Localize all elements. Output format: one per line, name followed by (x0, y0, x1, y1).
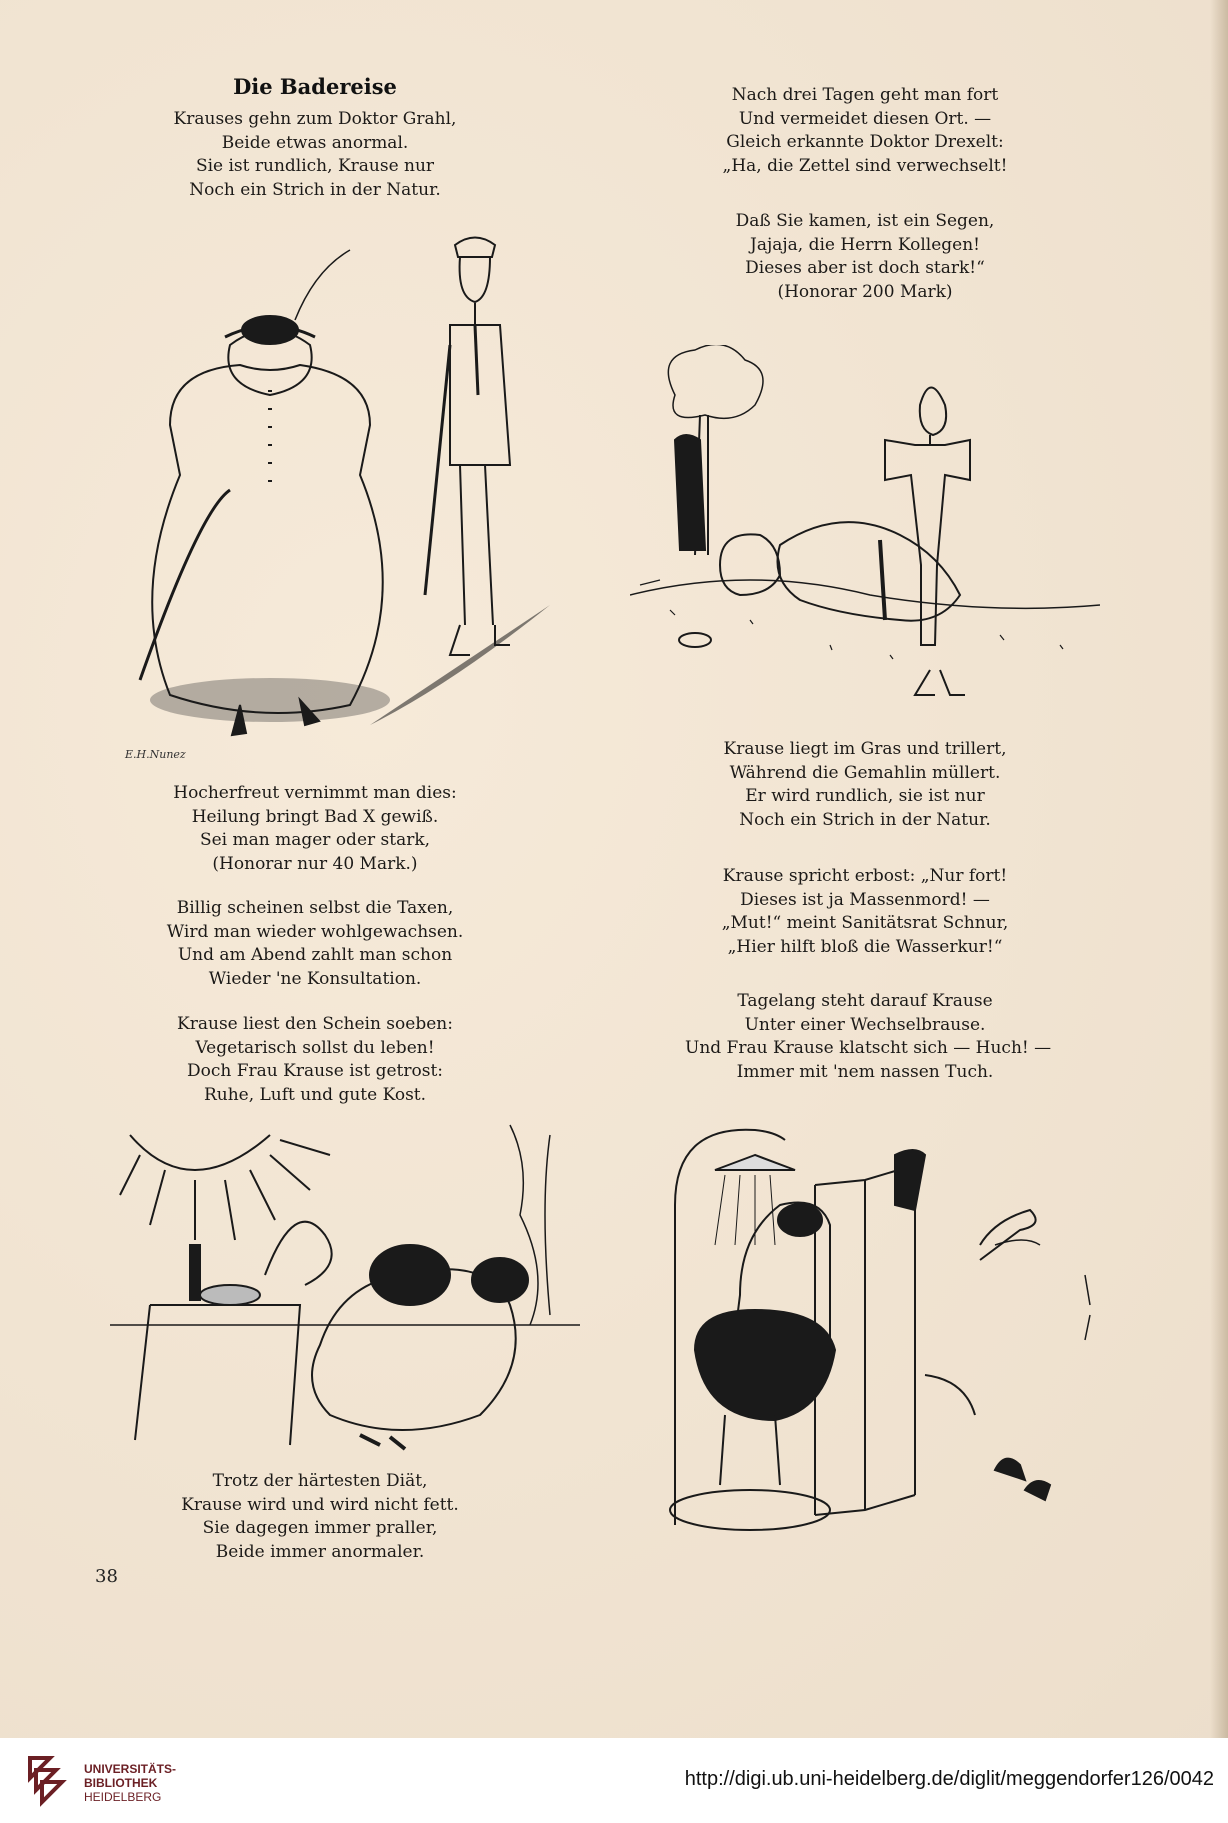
verse-line: Daß Sie kamen, ist ein Segen, (735, 211, 995, 231)
verse-line: Billig scheinen selbst die Taxen, (176, 898, 454, 918)
stanza-10 (685, 990, 1052, 1084)
verse-line: Und vermeidet diesen Ort. — (738, 108, 992, 129)
page-spine-shadow (1210, 0, 1228, 1738)
footer-bar (0, 1738, 1228, 1823)
verse-line: (Honorar nur 40 Mark.) (212, 853, 418, 874)
library-name-line: BIBLIOTHEK (84, 1776, 158, 1790)
illustration-grass (630, 345, 1100, 715)
verse-line: Ruhe, Luft und gute Kost. (203, 1084, 427, 1105)
verse-line: Nach drei Tagen geht man fort (731, 85, 999, 105)
stanza-5 (175, 1470, 465, 1564)
verse-line: Dieses ist ja Massenmord! — (740, 889, 990, 910)
library-name-line: HEIDELBERG (84, 1790, 162, 1804)
stanza-1 (170, 108, 460, 202)
verse-line: Beide immer anormaler. (215, 1541, 425, 1562)
verse-line: Er wird rundlich, sie ist nur (745, 786, 985, 806)
verse-line: Hocherfreut vernimmt man dies: (173, 783, 457, 803)
library-name (84, 1762, 176, 1804)
stanza-3 (165, 897, 465, 991)
verse-line: Und am Abend zahlt man schon (177, 945, 453, 965)
verse-line: Wieder 'ne Konsultation. (208, 968, 422, 989)
page-number: 38 (95, 1566, 118, 1587)
verse-line: Heilung bringt Bad X gewiß. (191, 806, 439, 827)
verse-line: Wird man wieder wohlgewachsen. (166, 921, 464, 942)
verse-line: Tagelang steht darauf Krause (737, 991, 993, 1011)
illustration-shower (635, 1125, 1105, 1535)
verse-line: Unter einer Wechselbrause. (744, 1014, 986, 1035)
page-url-link[interactable]: http://digi.ub.uni-heidelberg.de/diglit/meggendorfer126/0042 (684, 1768, 1214, 1790)
verse-line: Trotz der härtesten Diät, (212, 1471, 428, 1491)
library-name-line: UNIVERSITÄTS- (84, 1762, 177, 1776)
verse-line: Krause wird und wird nicht fett. (181, 1494, 459, 1515)
verse-line: Jajaja, die Herrn Kollegen! (750, 234, 980, 255)
verse-line: (Honorar 200 Mark) (777, 281, 953, 302)
verse-line: Krause spricht erbost: „Nur fort! (722, 866, 1008, 886)
verse-line: Sie ist rundlich, Krause nur (195, 156, 435, 176)
stanza-9 (705, 865, 1025, 959)
dining-drawing (110, 1115, 580, 1470)
verse-line: Immer mit 'nem nassen Tuch. (736, 1061, 994, 1082)
shower-drawing (635, 1125, 1105, 1535)
stanza-6 (705, 84, 1025, 178)
verse-line: Und Frau Krause klatscht sich — Huch! — (685, 1038, 1052, 1058)
verse-line: Noch ein Strich in der Natur. (739, 809, 991, 830)
verse-line: Beide etwas anormal. (221, 132, 409, 153)
verse-line: „Hier hilft bloß die Wasserkur!“ (727, 936, 1003, 957)
verse-line: Sie dagegen immer praller, (202, 1518, 438, 1538)
verse-line: Gleich erkannte Doktor Drexelt: (726, 132, 1004, 152)
stanza-7 (705, 210, 1025, 304)
verse-line: Sei man mager oder stark, (199, 830, 431, 850)
stanza-2 (165, 782, 465, 876)
verse-line: Noch ein Strich in der Natur. (189, 179, 441, 200)
verse-line: Vegetarisch sollst du leben! (195, 1037, 435, 1058)
university-logo-icon (22, 1750, 74, 1810)
verse-line: Krauses gehn zum Doktor Grahl, (173, 109, 457, 129)
verse-line: Während die Gemahlin müllert. (729, 762, 1001, 783)
poem-title: Die Badereise (233, 74, 397, 99)
verse-line: Krause liegt im Gras und trillert, (723, 739, 1007, 759)
illustration-signature: E.H.Nunez (125, 748, 186, 761)
verse-line: Dieses aber ist doch stark!“ (745, 258, 985, 278)
illustration-dining (110, 1115, 580, 1470)
illustration-couple (130, 225, 560, 780)
verse-line: Krause liest den Schein soeben: (177, 1014, 453, 1034)
verse-line: Doch Frau Krause ist getrost: (186, 1061, 444, 1081)
verse-line: „Ha, die Zettel sind verwechselt! (722, 155, 1008, 176)
verse-line: „Mut!“ meint Sanitätsrat Schnur, (721, 913, 1009, 933)
stanza-4 (165, 1013, 465, 1107)
couple-drawing (130, 225, 560, 780)
grass-drawing (630, 345, 1100, 715)
stanza-8 (705, 738, 1025, 832)
